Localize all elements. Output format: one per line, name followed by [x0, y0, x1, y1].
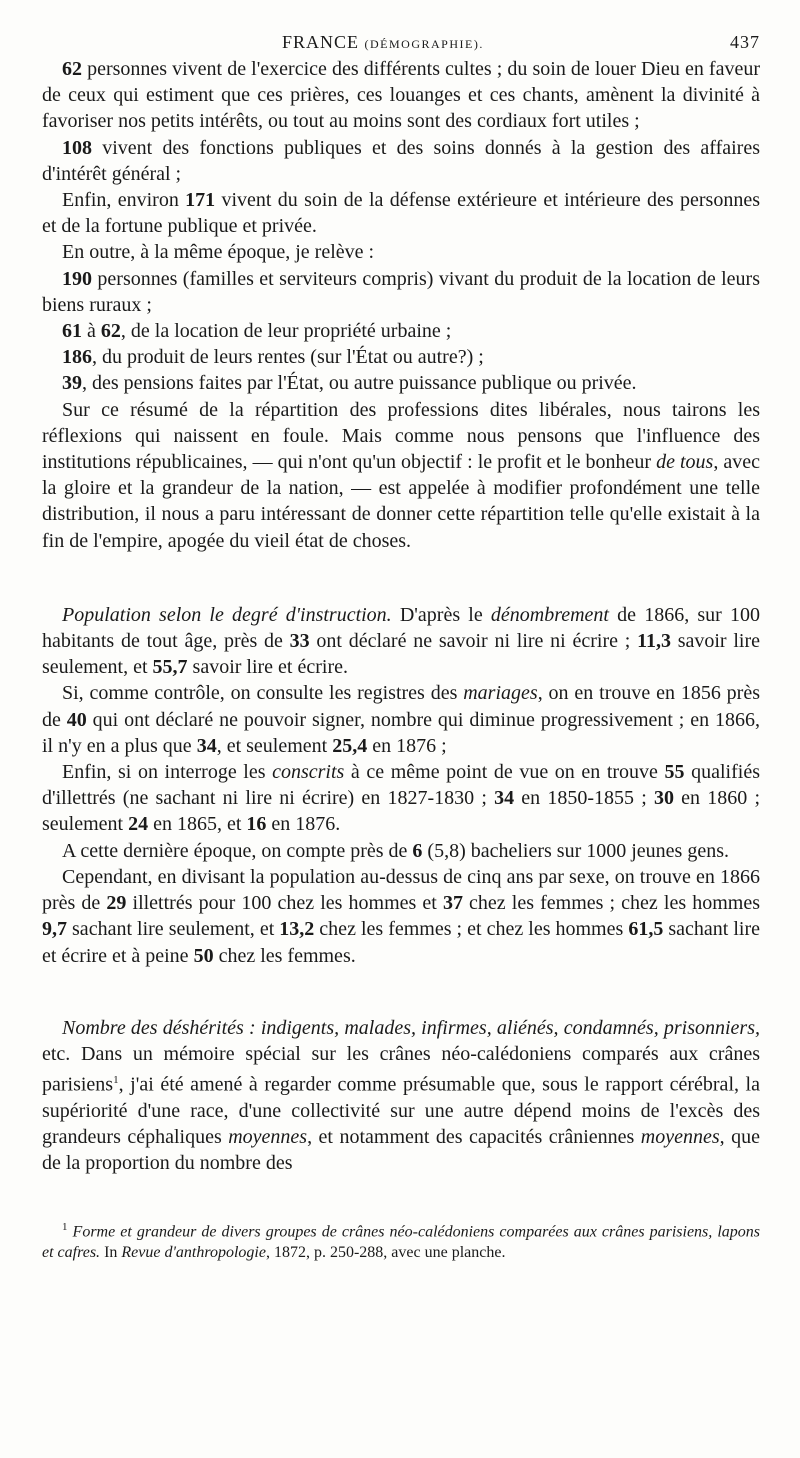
- paragraph: [42, 370, 760, 396]
- emphasis: conscrits: [272, 761, 345, 784]
- figure: 40: [66, 708, 87, 731]
- figure: 29: [106, 892, 127, 915]
- text: chez les femmes ; et chez les hommes: [314, 918, 629, 941]
- text: chez les femmes.: [213, 944, 356, 967]
- footnote-ref[interactable]: 1: [113, 1074, 119, 1087]
- figure: 186: [62, 346, 92, 369]
- figure: 30: [653, 787, 674, 810]
- text: à ce même point de vue on en trouve: [344, 761, 665, 784]
- text: Sur ce résumé de la répartition des professions dites libérales, nous tairons les réflexions qui naissent en foule. Mais comme nous pensons que l'influence des institutions républicaines, — qui n'ont qu'un objectif : le profit et le bonheur: [42, 398, 760, 474]
- text: qualifiés d'illettrés (ne sachant ni lire ni écrire) en 1827-1830 ;: [42, 761, 760, 810]
- journal-name: Revue d'anthropologie: [121, 1243, 266, 1261]
- figure: 11,3: [637, 630, 671, 653]
- text: , de la location de leur propriété urbaine ;: [120, 320, 452, 343]
- text: en 1876.: [266, 813, 341, 836]
- figure: 55: [664, 761, 685, 784]
- text: , que de la proportion du nombre des: [42, 1126, 760, 1175]
- emphasis: moyennes: [228, 1126, 308, 1149]
- text: qui ont déclaré ne pouvoir signer, nombre qui diminue progressivement ; en 1866, il n'y en a plus que: [42, 708, 760, 757]
- paragraph: [42, 318, 760, 344]
- paragraph: [42, 187, 760, 239]
- text: personnes vivent de l'exercice des différents cultes ; du soin de louer Dieu en faveur de ceux qui estiment que ces prières, ces louanges et ces chants, amènent la divinité à favoriser nos petits intérêts, ou tout au moins sont des cordiaux fort utiles ;: [42, 58, 760, 133]
- running-title: [282, 32, 484, 53]
- emphasis: mariages: [463, 682, 538, 705]
- text: en 1860 ; seulement: [42, 787, 761, 836]
- text: en 1876 ;: [367, 734, 447, 757]
- figure: 25,4: [332, 734, 368, 757]
- text: , on en trouve en 1856 près de: [42, 682, 761, 731]
- text: en 1865, et: [148, 813, 247, 836]
- figure: 37: [442, 892, 463, 915]
- paragraph: [42, 344, 760, 370]
- figure: 61: [62, 320, 82, 343]
- text: , du produit de leurs rentes (sur l'État ou autre?) ;: [92, 346, 484, 369]
- figure: 39: [62, 372, 82, 395]
- figure: 16: [246, 813, 267, 836]
- paragraph: [42, 680, 760, 759]
- figure: 34: [196, 734, 217, 757]
- section-instruction: [42, 602, 760, 969]
- text: In: [100, 1243, 122, 1261]
- figure: 6: [412, 839, 423, 862]
- text: etc. Dans un mémoire spécial sur les crânes néo-calédoniens comparés aux crânes parisiens: [42, 1042, 760, 1096]
- title-main: FRANCE: [282, 32, 360, 52]
- title-sub: (DÉMOGRAPHIE).: [364, 37, 484, 51]
- paragraph: [42, 602, 760, 681]
- text: , et seulement: [216, 734, 333, 757]
- text: , avec la gloire et la grandeur de la nation, — est appelée à modifier profondément une telle distribution, il nous a paru intéressant de donner cette répartition telle qu'elle existait à la fin de l'empire, apogée du vieil état de choses.: [42, 451, 760, 552]
- footnote-title: Forme et grandeur de divers groupes de crânes néo-calédoniens comparées aux crânes parisiens, lapons et cafres.: [42, 1222, 760, 1261]
- figure: 190: [62, 267, 92, 290]
- footnote-mark: 1: [62, 1220, 68, 1233]
- footnote: [42, 1217, 760, 1263]
- figure: 171: [185, 189, 216, 212]
- text: A cette dernière époque, on compte près de: [62, 839, 413, 862]
- figure: 9,7: [42, 918, 67, 941]
- figure: 108: [62, 136, 92, 159]
- text: sachant lire seulement, et: [67, 918, 280, 941]
- text: D'après le: [391, 603, 491, 626]
- text: Enfin, environ: [62, 189, 186, 212]
- text: Cependant, en divisant la population au-dessus de cinq ans par sexe, on trouve en 1866 près de: [42, 865, 760, 915]
- figure: 55,7: [152, 656, 188, 679]
- paragraph: En outre, à la même époque, je relève :: [62, 241, 375, 264]
- text: ont déclaré ne savoir ni lire ni écrire ;: [309, 630, 638, 653]
- text: vivent du soin de la défense extérieure et intérieure des personnes et de la fortune publique et privée.: [42, 189, 761, 238]
- text: personnes (familles et serviteurs compris) vivant du produit de la location de leurs biens ruraux ;: [42, 267, 760, 316]
- section-heading: Population selon le degré d'instruction.: [62, 603, 392, 626]
- emphasis: de tous: [656, 451, 714, 474]
- text: Si, comme contrôle, on consulte les registres des: [62, 682, 464, 705]
- text: (5,8) bacheliers sur 1000 jeunes gens.: [422, 839, 730, 862]
- paragraph: [42, 1015, 760, 1177]
- text: , j'ai été amené à regarder comme présumable que, sous le rapport cérébral, la supériorité d'une race, d'une collectivité sur une autre dépend moins de l'excès des grandeurs céphaliques: [42, 1073, 760, 1149]
- text: sachant lire et écrire et à peine: [42, 918, 760, 967]
- figure: 13,2: [279, 918, 315, 941]
- paragraph: [42, 135, 760, 187]
- emphasis: moyennes: [640, 1126, 720, 1149]
- text: vivent des fonctions publiques et des soins donnés à la gestion des affaires d'intérêt général ;: [42, 136, 760, 185]
- section-desherites: [42, 1015, 760, 1177]
- figure: 34: [494, 787, 515, 810]
- paragraph: [42, 397, 760, 554]
- text-block-professions: [42, 56, 760, 554]
- section-heading: Nombre des déshérités : indigents, malades, infirmes, aliénés, condamnés, prisonniers,: [62, 1016, 760, 1039]
- figure: 62: [62, 58, 82, 80]
- running-header: [42, 26, 760, 56]
- paragraph: [42, 266, 760, 318]
- figure: 50: [193, 944, 214, 967]
- text: , 1872, p. 250-288, avec une planche.: [265, 1243, 506, 1261]
- figure: 61,5: [628, 918, 664, 941]
- figure: 62: [100, 320, 121, 343]
- text: en 1850-1855 ;: [514, 787, 654, 810]
- paragraph: [42, 56, 760, 135]
- text: chez les femmes ; chez les hommes: [462, 892, 760, 915]
- text: Enfin, si on interroge les: [62, 761, 273, 784]
- text: , des pensions faites par l'État, ou autre puissance publique ou privée.: [82, 372, 637, 395]
- text: illettrés pour 100 chez les hommes et: [126, 892, 443, 915]
- text: savoir lire seulement, et: [42, 630, 760, 679]
- text: , et notamment des capacités crâniennes: [307, 1126, 641, 1149]
- emphasis: dénombrement: [490, 603, 609, 626]
- figure: 24: [128, 813, 149, 836]
- paragraph: [42, 864, 760, 969]
- text: à: [82, 320, 101, 343]
- paragraph: [42, 759, 760, 838]
- text: de 1866, sur 100 habitants de tout âge, près de: [42, 603, 760, 653]
- figure: 33: [289, 630, 310, 653]
- paragraph: [42, 838, 760, 864]
- text: savoir lire et écrire.: [187, 656, 348, 679]
- page-number: 437: [730, 32, 760, 52]
